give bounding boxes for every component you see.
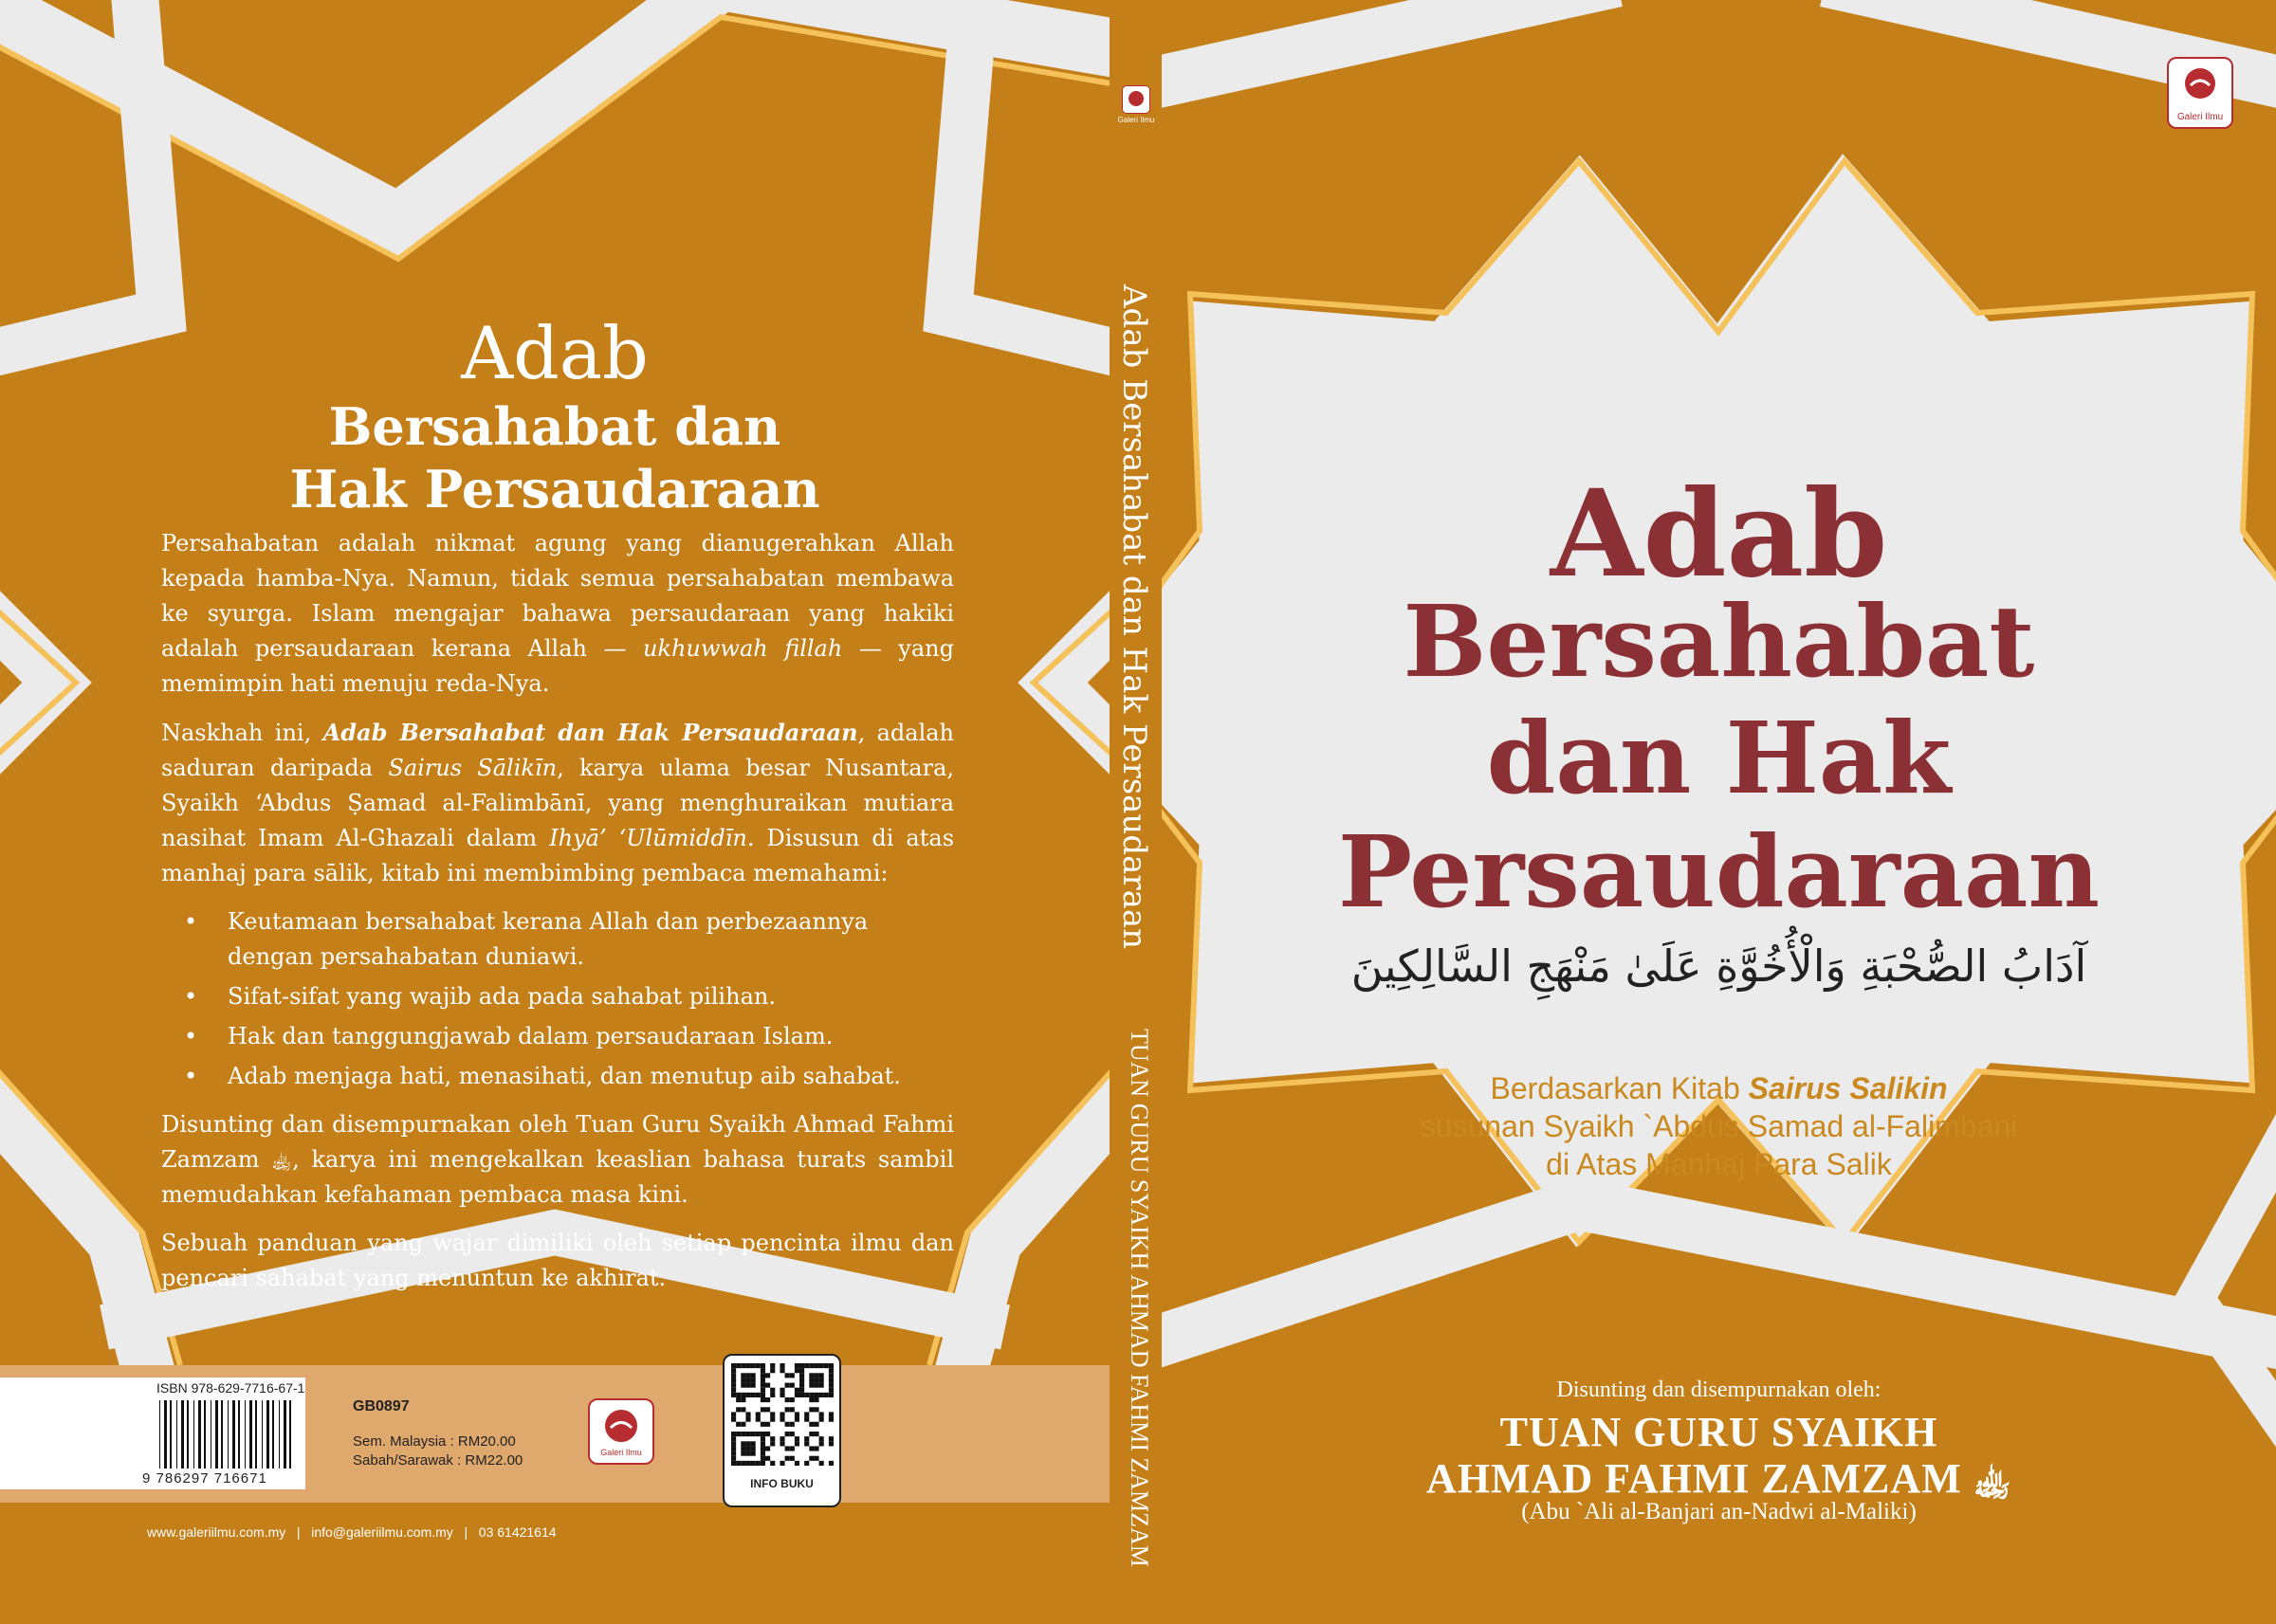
publisher-logo-label-front: Galeri Ilmu [2176, 112, 2224, 122]
blurb-paragraph-3: Disunting dan disempurnakan oleh Tuan Guru Syaikh Ahmad Fahmi Zamzam ﵀, karya ini mengekalkan keaslian bahasa turats sambil memudahkan kefahaman pembaca masa kini. [161, 1111, 954, 1208]
front-title-line3: dan Hak [1486, 700, 1952, 816]
front-title-line1: Adab [1550, 464, 1888, 604]
list-item: • Keutamaan bersahabat kerana Allah dan perbezaannya dengan persahabatan duniawi. [184, 908, 869, 970]
subtitle-line1: Berdasarkan Kitab Sairus Salikin [1490, 1071, 1948, 1105]
publisher-logo-spine [1122, 85, 1150, 114]
blurb-paragraph-1: Persahabatan adalah nikmat agung yang dianugerahkan Allah kepada hamba-Nya. Namun, tidak semua persahabatan membawa ke syurga. Islam mengajar bahawa persaudaraan yang hakiki adalah persaudaraan kerana Allah — ukhuwwah fillah — yang memimpin hati menuju reda-Nya. [161, 530, 954, 697]
list-item: • Hak dan tanggungjawab dalam persaudaraan Islam. [184, 1023, 834, 1049]
subtitle-line2: susunan Syaikh `Abdus Samad al-Falimbani [1420, 1109, 2018, 1143]
author-line2: AHMAD FAHMI ZAMZAM ﵀ [1426, 1455, 2011, 1502]
list-item: • Sifat-sifat yang wajib ada pada sahabat pilihan. [184, 983, 776, 1010]
price-malaysia: Sem. Malaysia : RM20.00 [353, 1433, 516, 1450]
product-code: GB0897 [353, 1398, 410, 1414]
blurb-paragraph-4: Sebuah panduan yang wajar dimiliki oleh setiap pencinta ilmu dan pencari sahabat yang menuntun ke akhirat. [161, 1230, 954, 1291]
publisher-logo-label-back: Galeri Ilmu [600, 1448, 642, 1457]
spine-title: Adab Bersahabat dan Hak Persaudaraan [1115, 284, 1153, 950]
price-sabah-sarawak: Sabah/Sarawak : RM22.00 [353, 1452, 523, 1469]
back-blurb [161, 526, 954, 1309]
galeri-ilmu-logo-icon [2169, 59, 2231, 116]
front-cover [1162, 0, 2276, 1624]
blurb-paragraph-2: Naskhah ini, Adab Bersahabat dan Hak Persaudaraan, adalah saduran daripada Sairus Sālikīn, karya ulama besar Nusantara, Syaikh ‘Abdus Ṣamad al-Falimbānī, yang menghuraikan mutiara nasihat Imam Al-Ghazali dalam Ihyā’ ‘Ulūmiddīn. Disusun di atas manhaj para sālik, kitab ini membimbing pembaca memahami: [161, 719, 955, 886]
publisher-contact: www.galeriilmu.com.my | info@galeriilmu.com.my | 03 61421614 [147, 1524, 557, 1540]
publisher-logo-label-spine: Galeri Ilmu [1117, 116, 1155, 124]
blurb-bullet-list [161, 904, 954, 1094]
list-item: • Adab menjaga hati, menasihati, dan menutup aib sahabat. [184, 1063, 901, 1089]
edited-by-label: Disunting dan disempurnakan oleh: [1556, 1378, 1881, 1402]
back-title-line3: Hak Persaudaraan [289, 459, 820, 520]
back-title-line1: Adab [461, 311, 649, 395]
galeri-ilmu-logo-icon [1123, 86, 1149, 113]
front-title-line2: Bersahabat [1403, 583, 2035, 700]
back-title-line2: Bersahabat dan [328, 396, 781, 457]
author-line1: TUAN GURU SYAIKH [1499, 1409, 1938, 1455]
spine [1110, 0, 1162, 1624]
spine-author: TUAN GURU SYAIKH AHMAD FAHMI ZAMZAM [1126, 1029, 1153, 1567]
arabic-title: آدَابُ الصُّحْبَةِ وَالْأُخُوَّةِ عَلَىٰ مَنْهَجِ السَّالِكِينَ [1350, 940, 2087, 992]
back-title [0, 311, 1110, 520]
qr-code-icon [731, 1363, 834, 1466]
qr-label: INFO BUKU [750, 1477, 814, 1490]
subtitle-line3: di Atas Manhaj Para Salik [1546, 1147, 1892, 1181]
front-title-line4: Persaudaraan [1337, 813, 2101, 930]
isbn-label: ISBN 978-629-7716-67-1 [156, 1380, 305, 1396]
isbn-digits: 9 786297 716671 [142, 1470, 267, 1487]
author-alias: (Abu `Ali al-Banjari an-Nadwi al-Maliki) [1521, 1499, 1917, 1524]
back-cover [0, 0, 1110, 1624]
